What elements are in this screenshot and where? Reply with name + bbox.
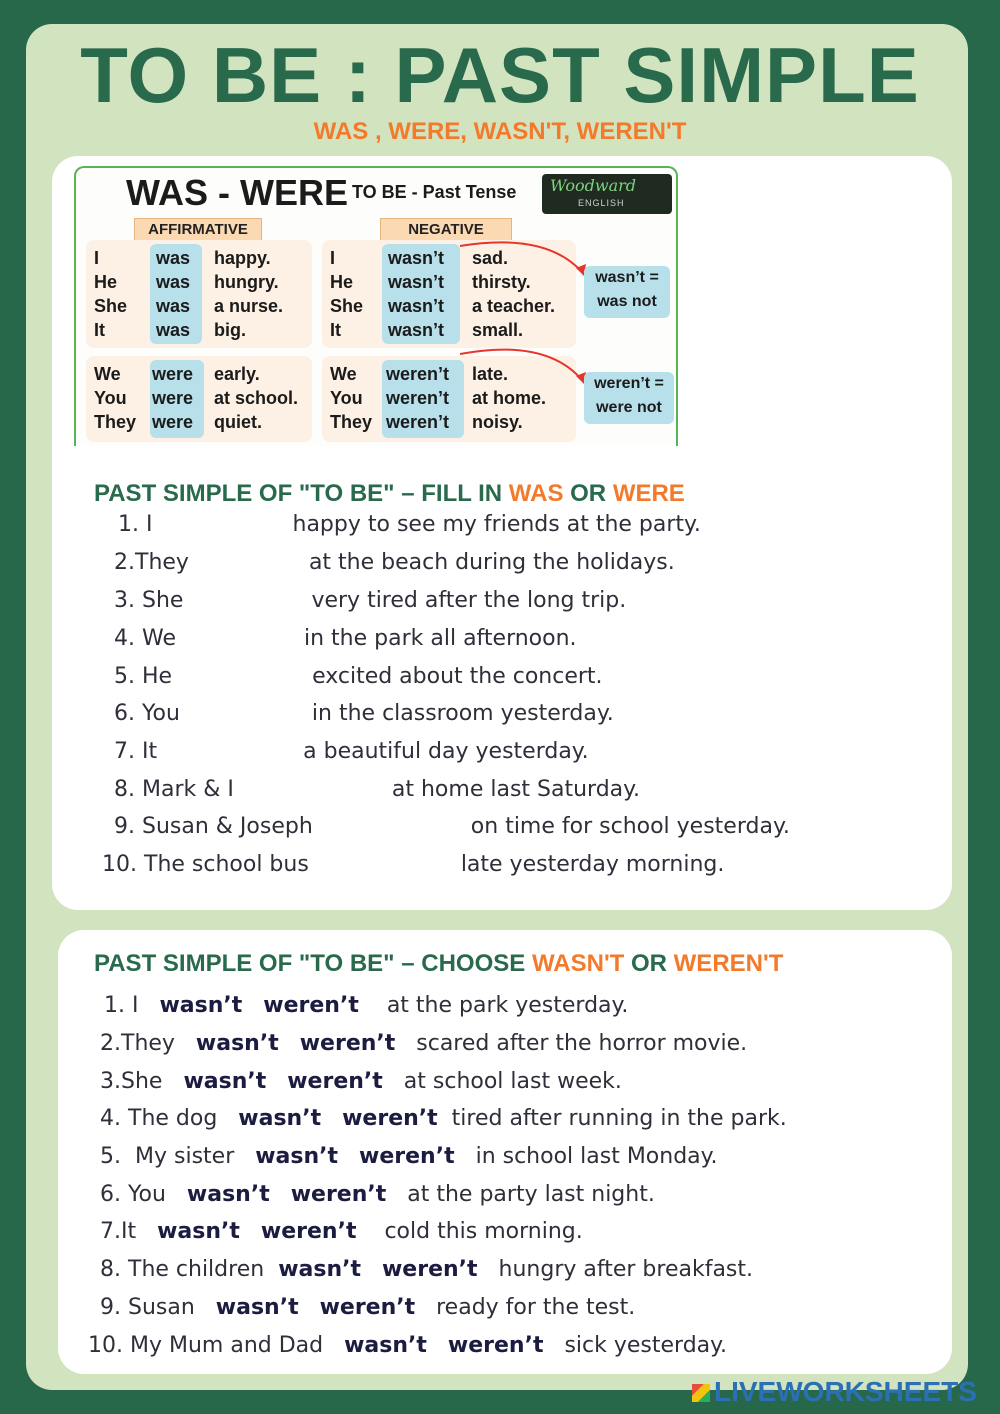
liveworksheets-icon (692, 1384, 710, 1402)
fill-item-5: 5. He excited about the concert. (114, 664, 603, 689)
choice-werent[interactable]: weren’t (342, 1106, 438, 1131)
woodward-logo (542, 174, 672, 214)
choose-item-4: 4. The dog wasn’t weren’t tired after running in the park. (100, 1106, 787, 1131)
choose-item-3: 3.She wasn’t weren’t at school last week. (100, 1069, 622, 1094)
choice-werent[interactable]: weren’t (381, 1257, 478, 1282)
choice-wasnt[interactable]: wasn’t (278, 1257, 361, 1282)
fill-item-1: 1. I happy to see my friends at the party. (118, 512, 701, 537)
choice-werent[interactable]: weren’t (287, 1069, 383, 1094)
choice-wasnt[interactable]: wasn’t (186, 1182, 270, 1207)
neg-plur-subjects: We You They (330, 364, 373, 432)
affirmative-label: AFFIRMATIVE (134, 218, 262, 242)
fill-item-10: 10. The school bus late yesterday morning. (102, 852, 725, 877)
choice-wasnt[interactable]: wasn’t (157, 1219, 240, 1244)
choose-item-10: 10. My Mum and Dad wasn’t weren’t sick yesterday. (88, 1333, 728, 1358)
choose-item-7: 7.It wasn’t weren’t cold this morning. (100, 1219, 583, 1244)
logo-subtext: ENGLISH (578, 198, 625, 208)
negative-label: NEGATIVE (380, 218, 512, 242)
aff-sing-verbs: was was was was (156, 248, 191, 340)
grammar-chart (74, 166, 678, 446)
aff-plur-verbs: were were were (152, 364, 194, 432)
neg-plur-complements: late. at home. noisy. (472, 364, 547, 432)
liveworksheets-logo: LIVEWORKSHEETS (692, 1376, 977, 1408)
neg-sing-verbs: wasn’t wasn’t wasn’t wasn’t (388, 248, 445, 340)
aff-sing-complements: happy. hungry. a nurse. big. (214, 248, 284, 340)
arrow-icons (456, 234, 596, 394)
neg-sing-subjects: I He She It (330, 248, 364, 340)
chart-title: WAS - WERE (126, 172, 348, 213)
fill-item-9: 9. Susan & Joseph on time for school yesterday. (114, 814, 790, 839)
werent-note: weren’t = were not (584, 372, 674, 424)
aff-sing-subjects: I He She It (94, 248, 128, 340)
choice-werent[interactable]: weren’t (447, 1333, 544, 1358)
page-subtitle: WAS , WERE, WASN'T, WEREN'T (313, 118, 687, 145)
chart-subtitle: TO BE - Past Tense (352, 182, 517, 202)
fill-item-8: 8. Mark & I at home last Saturday. (114, 777, 641, 802)
choose-item-1: 1. I wasn’t weren’t at the park yesterday. (104, 993, 629, 1018)
choose-item-5: 5. My sister wasn’t weren’t in school last Monday. (100, 1144, 718, 1169)
fill-item-6: 6. You in the classroom yesterday. (114, 701, 614, 726)
page-title: TO BE : PAST SIMPLE (80, 31, 920, 119)
fill-item-3: 3. She very tired after the long trip. (114, 588, 627, 613)
choice-werent[interactable]: weren’t (299, 1031, 396, 1056)
wasnt-note: wasn’t = was not (584, 266, 670, 318)
choice-werent[interactable]: weren’t (319, 1295, 416, 1320)
fill-item-2: 2.They at the beach during the holidays. (114, 550, 675, 575)
aff-plur-subjects: We You They (94, 364, 137, 432)
choose-item-8: 8. The children wasn’t weren’t hungry after breakfast. (100, 1257, 754, 1282)
choice-wasnt[interactable]: wasn’t (159, 993, 243, 1018)
fill-item-4: 4. We in the park all afternoon. (114, 626, 577, 651)
choice-wasnt[interactable]: wasn’t (238, 1106, 322, 1131)
choice-wasnt[interactable]: wasn’t (255, 1144, 339, 1169)
section1-title: PAST SIMPLE OF "TO BE" – FILL IN WAS OR WERE (94, 480, 685, 507)
fill-item-7: 7. It a beautiful day yesterday. (114, 739, 589, 764)
choice-wasnt[interactable]: wasn’t (344, 1333, 427, 1358)
choose-item-2: 2.They wasn’t weren’t scared after the horror movie. (100, 1031, 748, 1056)
choice-werent[interactable]: weren’t (359, 1144, 455, 1169)
choice-werent[interactable]: weren’t (260, 1219, 357, 1244)
arrow-icon (460, 242, 582, 272)
choice-werent[interactable]: weren’t (290, 1182, 387, 1207)
neg-plur-verbs: weren’t weren’t weren’t (386, 364, 450, 432)
arrow-icon (460, 350, 582, 380)
choice-werent[interactable]: weren’t (263, 993, 359, 1018)
section2-title: PAST SIMPLE OF "TO BE" – CHOOSE WASN'T OR WEREN'T (94, 950, 784, 977)
choose-item-9: 9. Susan wasn’t weren’t ready for the test. (100, 1295, 636, 1320)
choice-wasnt[interactable]: wasn’t (195, 1031, 279, 1056)
choice-wasnt[interactable]: wasn’t (215, 1295, 299, 1320)
aff-plur-complements: early. at school. quiet. (214, 364, 299, 432)
choice-wasnt[interactable]: wasn’t (183, 1069, 267, 1094)
logo-text: Woodward (550, 176, 636, 195)
neg-sing-complements: sad. thirsty. a teacher. small. (472, 248, 556, 340)
choose-item-6: 6. You wasn’t weren’t at the party last night. (100, 1182, 655, 1207)
